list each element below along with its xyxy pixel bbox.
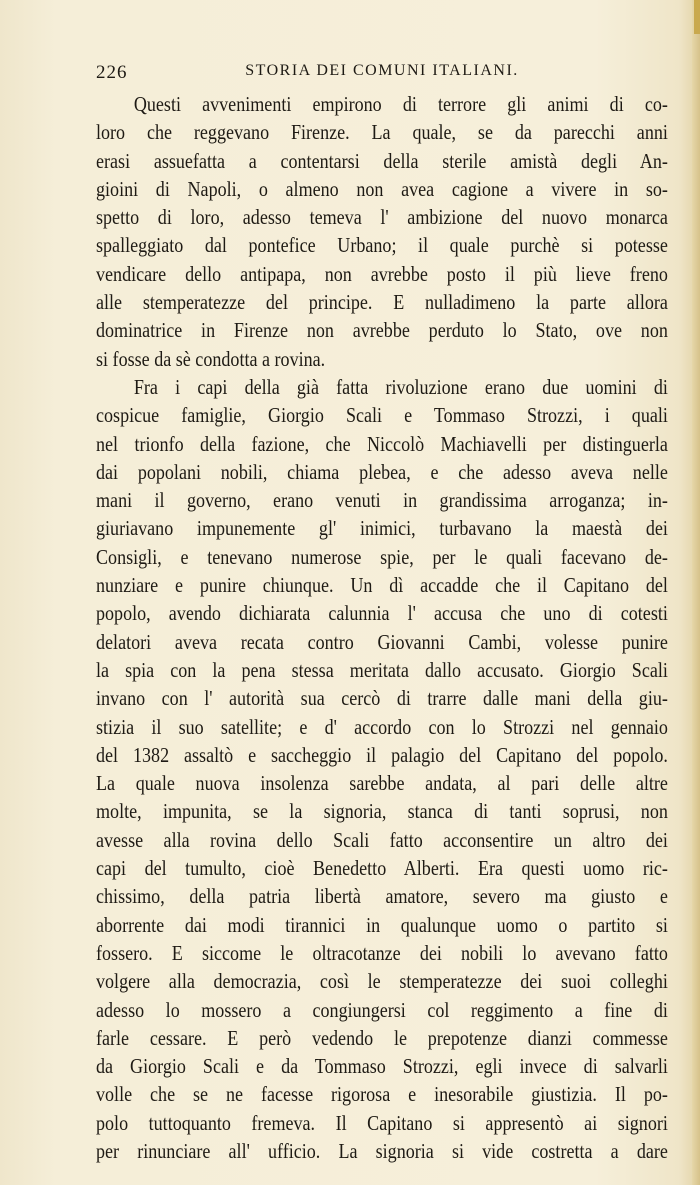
text-line: La quale nuova insolenza sarebbe andata, al pari delle altre (96, 771, 668, 796)
text-line: Consigli, e tenevano numerose spie, per le quali facevano de- (96, 544, 668, 569)
text-line: delatori aveva recata contro Giovanni Cambi, volesse punire (96, 629, 668, 654)
text-line: volle che se ne facesse rigorosa e inesorabile giustizia. Il po- (96, 1082, 668, 1107)
text-line: vendicare dello antipapa, non avrebbe posto il più lieve freno (96, 261, 668, 286)
text-line: giuriavano impunemente gl' inimici, turbavano la maestà dei (96, 516, 668, 541)
text-line: invano con l' autorità sua cercò di trarre dalle mani della giu- (96, 686, 668, 711)
text-line: gioini di Napoli, o almeno non avea cagione a vivere in so- (96, 176, 668, 201)
text-line: dominatrice in Firenze non avrebbe perduto lo Stato, ove non (96, 318, 668, 343)
text-line: Fra i capi della già fatta rivoluzione erano due uomini di (133, 374, 668, 399)
text-line: si fosse da sè condotta a rovina. (96, 346, 326, 371)
text-line: volgere alla democrazia, così le stemperatezze dei suoi colleghi (96, 969, 668, 994)
text-line: nunziare e punire chiunque. Un dì accadde che il Capitano del (96, 573, 668, 598)
text-line: la spia con la pena stessa meritata dallo accusato. Giorgio Scali (96, 657, 668, 682)
page-header (96, 62, 668, 86)
text-line: polo tuttoquanto fremeva. Il Capitano si appresentò ai signori (96, 1110, 668, 1135)
text-line: farle cessare. E però vedendo le prepotenze dianzi commesse (96, 1025, 668, 1050)
text-line: mani il governo, erano venuti in grandissima arroganza; in- (96, 488, 668, 513)
text-line: dai popolani nobili, chiama plebea, e che adesso aveva nelle (96, 459, 668, 484)
text-line: loro che reggevano Firenze. La quale, se da parecchi anni (96, 120, 668, 145)
page-edge-tab (694, 0, 700, 34)
text-line: adesso lo mossero a congiungersi col reggimento a fine di (96, 997, 668, 1022)
text-line: cospicue famiglie, Giorgio Scali e Tommaso Strozzi, i quali (96, 403, 668, 428)
text-line: popolo, avendo dichiarata calunnia l' accusa che uno di cotesti (96, 601, 668, 626)
text-line: molte, impunita, se la signoria, stanca di tanti soprusi, non (96, 799, 668, 824)
text-line: da Giorgio Scali e da Tommaso Strozzi, egli invece di salvarli (96, 1054, 668, 1079)
text-line: erasi assuefatta a contentarsi della sterile amistà degli An- (96, 148, 668, 173)
text-line: fossero. E siccome le oltracotanze dei nobili lo avevano fatto (96, 940, 668, 965)
page-edge (692, 0, 700, 1185)
running-title: STORIA DEI COMUNI ITALIANI. (245, 62, 519, 79)
text-line: per rinunciare all' ufficio. La signoria si vide costretta a dare (96, 1138, 668, 1163)
text-line: capi del tumulto, cioè Benedetto Alberti. Era questi uomo ric- (96, 856, 668, 881)
text-line: nel trionfo della fazione, che Niccolò Machiavelli per distinguerla (96, 431, 668, 456)
text-line: avesse alla rovina dello Scali fatto acconsentire un altro dei (96, 827, 668, 852)
text-line: aborrente dai modi tirannici in qualunque uomo o partito si (96, 912, 668, 937)
body-text (96, 90, 668, 1165)
text-line: chissimo, della patria libertà amatore, severo ma giusto e (96, 884, 668, 909)
page-number: 226 (96, 62, 128, 83)
text-line: spetto di loro, adesso temeva l' ambizione del nuovo monarca (96, 205, 668, 230)
text-line: alle stemperatezze del principe. E nulladimeno la parte allora (96, 290, 668, 315)
text-line: del 1382 assaltò e saccheggio il palagio del Capitano del popolo. (96, 742, 668, 767)
text-line: Questi avvenimenti empirono di terrore gli animi di co- (133, 92, 668, 116)
text-line: stizia il suo satellite; e d' accordo con lo Strozzi nel gennaio (96, 714, 668, 739)
text-line: spalleggiato dal pontefice Urbano; il quale purchè si potesse (96, 233, 668, 258)
